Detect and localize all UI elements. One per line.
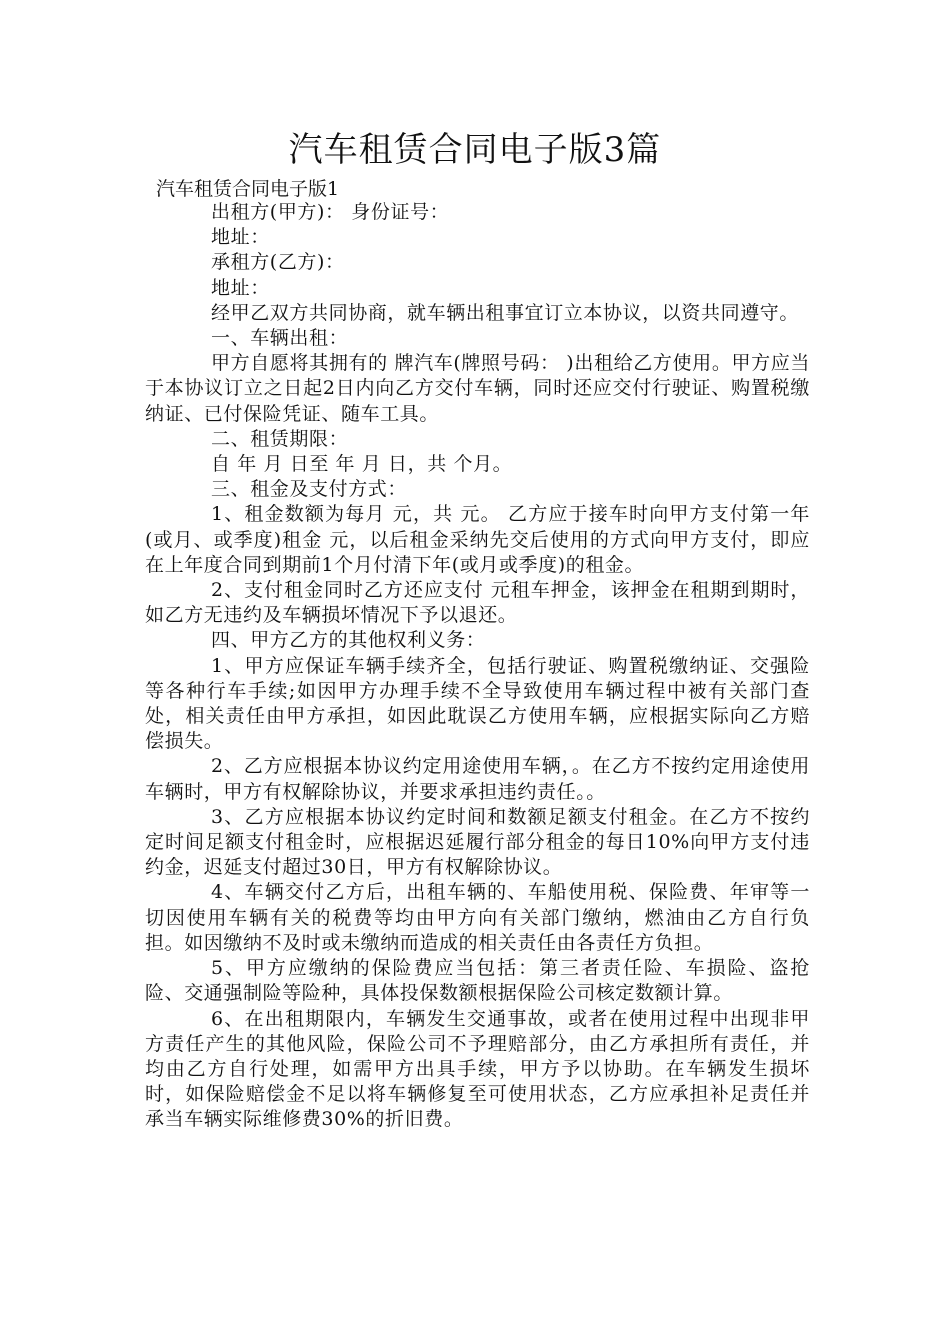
- rights-clause-3: 3、乙方应根据本协议约定时间和数额足额支付租金。在乙方不按约定时间足额支付租金时，应根据迟延履行部分租金的每日10%向甲方支付违约金，迟延支付超过30日，甲方有权解除协议。: [145, 805, 810, 879]
- rights-clause-1: 1、甲方应保证车辆手续齐全，包括行驶证、购置税缴纳证、交强险等各种行车手续;如因甲方办理手续不全导致使用车辆过程中被有关部门查处，相关责任由甲方承担，如因此耽误乙方使用车辆，应根据实际向乙方赔偿损失。: [145, 654, 810, 753]
- section-heading-vehicle: 一、车辆出租：: [211, 327, 349, 350]
- rights-clause-2: 2、乙方应根据本协议约定用途使用车辆，。在乙方不按约定用途使用车辆时，甲方有权解除协议，并要求承担违约责任。。: [145, 755, 810, 803]
- term-paragraph: 自 年 月 日至 年 月 日，共 个月。: [211, 453, 513, 476]
- section-heading-rent: 三、租金及支付方式：: [211, 478, 408, 501]
- lessor-address-line: 地址：: [211, 226, 270, 249]
- document-title: 汽车租赁合同电子版3篇: [288, 130, 662, 170]
- rights-clause-4: 4、车辆交付乙方后，出租车辆的、车船使用税、保险费、年审等一切因使用车辆有关的税费等均由甲方向有关部门缴纳，燃油由乙方自行负担。如因缴纳不及时或未缴纳而造成的相关责任由各责任方负担。: [145, 881, 810, 954]
- rent-clause-2: 2、支付租金同时乙方还应支付 元租车押金，该押金在租期到期时，如乙方无违约及车辆损坏情况下予以退还。: [145, 579, 810, 627]
- section-heading-term: 二、租赁期限：: [211, 427, 349, 450]
- rights-clause-6: 6、在出租期限内，车辆发生交通事故，或者在使用过程中出现非甲方责任产生的其他风险，保险公司不予理赔部分，由乙方承担所有责任，并均由乙方自行处理，如需甲方出具手续，甲方予以协助。在车辆发生损坏时，如保险赔偿金不足以将车辆修复至可使用状态，乙方应承担补足责任并承当车辆实际维修费30%的折旧费。: [145, 1007, 810, 1131]
- rights-clause-5: 5、甲方应缴纳的保险费应当包括：第三者责任险、车损险、盗抢险、交通强制险等险种，具体投保数额根据保险公司核定数额计算。: [145, 957, 810, 1005]
- section-heading-rights: 四、甲方乙方的其他权利义务：: [211, 629, 486, 652]
- lessor-line: 出租方(甲方)： 身份证号：: [211, 201, 450, 223]
- preamble-paragraph: 经甲乙双方共同协商，就车辆出租事宜订立本协议，以资共同遵守。: [211, 301, 800, 324]
- rent-clause-1: 1、租金数额为每月 元，共 元。 乙方应于接车时向甲方支付第一年(或月、或季度)租金 元，以后租金采纳先交后使用的方式向甲方支付，即应在上年度合同到期前1个月付清下年(或月或季度)的租金。: [145, 503, 810, 576]
- lessee-address-line: 地址：: [211, 276, 270, 299]
- lessee-line: 承租方(乙方)：: [211, 251, 345, 274]
- vehicle-paragraph: 甲方自愿将其拥有的 牌汽车(牌照号码： )出租给乙方使用。甲方应当于本协议订立之日起2日内向乙方交付车辆，同时还应交付行驶证、购置税缴纳证、已付保险凭证、随车工具。: [145, 352, 810, 425]
- contract-subtitle: 汽车租赁合同电子版1: [156, 178, 340, 200]
- contract-body: [145, 200, 810, 1133]
